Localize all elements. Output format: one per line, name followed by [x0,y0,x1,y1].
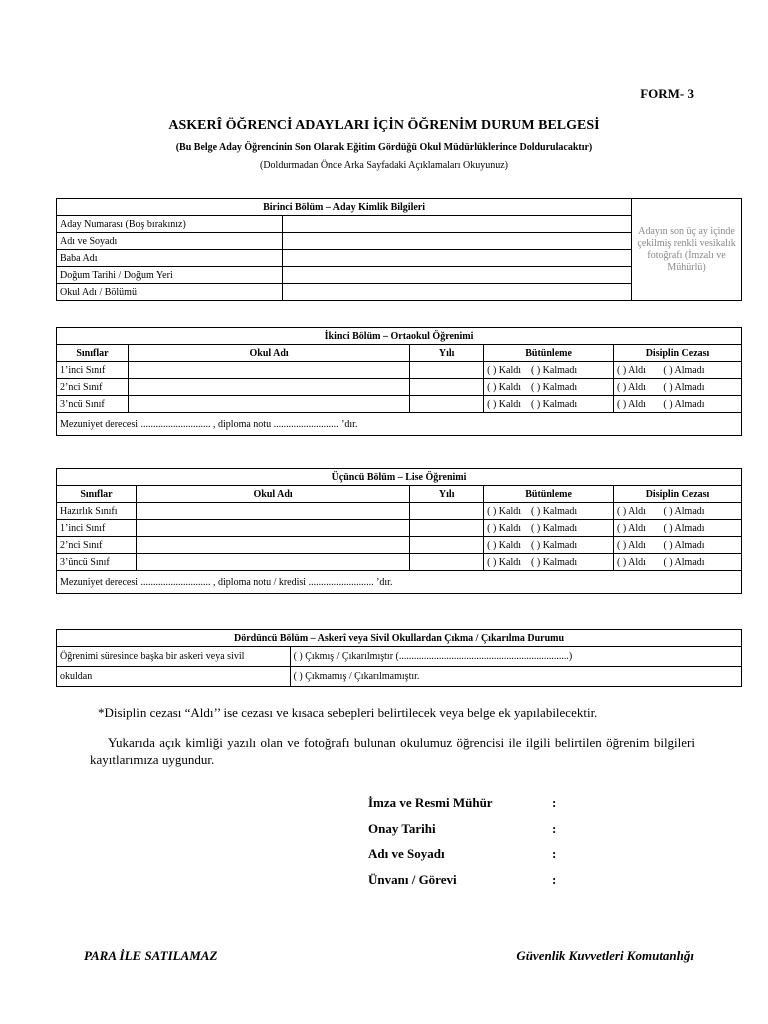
butunleme-options[interactable]: ( ) Kaldı ( ) Kalmadı [484,554,614,571]
discipline-note: *Disiplin cezası “Aldı’’ ise cezası ve kısaca sebepleri belirtilecek veya belge ek yapılabilecektir. [98,705,598,720]
field-baba-adi[interactable] [282,250,631,267]
disiplin-options[interactable]: ( ) Aldı ( ) Almadı [614,396,742,413]
table-row [57,520,742,537]
header-butunleme: Bütünleme [484,345,614,362]
yili-field[interactable] [410,503,484,520]
row-label: 1’inci Sınıf [57,520,137,537]
section3-table [56,468,742,594]
okul-adi-field[interactable] [136,503,409,520]
okul-adi-field[interactable] [128,379,409,396]
disiplin-options[interactable]: ( ) Aldı ( ) Almadı [614,379,742,396]
table-row [57,396,742,413]
label-baba-adi: Baba Adı [57,250,283,267]
yili-field[interactable] [410,520,484,537]
signature-colon[interactable]: : [552,795,557,810]
disiplin-options[interactable]: ( ) Aldı ( ) Almadı [614,537,742,554]
table-row [57,379,742,396]
okul-adi-field[interactable] [128,396,409,413]
yili-field[interactable] [410,362,484,379]
yili-field[interactable] [410,537,484,554]
butunleme-options[interactable]: ( ) Kaldı ( ) Kalmadı [484,362,614,379]
label-adi-soyadi: Adı ve Soyadı [57,233,283,250]
footer-not-for-sale: PARA İLE SATILAMAZ [84,948,218,963]
header-yili: Yılı [410,345,484,362]
butunleme-options[interactable]: ( ) Kaldı ( ) Kalmadı [484,520,614,537]
section1-table [56,198,742,301]
row-label: 2’nci Sınıf [57,379,129,396]
label-dogum: Doğum Tarihi / Doğum Yeri [57,267,283,284]
row-label: Hazırlık Sınıfı [57,503,137,520]
disiplin-options[interactable]: ( ) Aldı ( ) Almadı [614,362,742,379]
okul-adi-field[interactable] [136,537,409,554]
title-label: Ünvanı / Görevi [368,872,457,887]
disiplin-options[interactable]: ( ) Aldı ( ) Almadı [614,503,742,520]
table-row [57,537,742,554]
label-okul-bolum: Okul Adı / Bölümü [57,284,283,301]
header-okul-adi: Okul Adı [136,486,409,503]
option-cikmis[interactable]: ( ) Çıkmış / Çıkarılmıştır (....................................................................) [290,647,741,667]
row-label: 3’ncü Sınıf [57,396,129,413]
field-aday-numarasi[interactable] [282,216,631,233]
approval-date-label: Onay Tarihi [368,821,436,836]
header-okul-adi: Okul Adı [128,345,409,362]
label-aday-numarasi: Aday Numarası (Boş bırakınız) [57,216,283,233]
header-butunleme: Bütünleme [484,486,614,503]
section2-table [56,327,742,436]
okul-adi-field[interactable] [128,362,409,379]
butunleme-options[interactable]: ( ) Kaldı ( ) Kalmadı [484,503,614,520]
document-subtitle: (Bu Belge Aday Öğrencinin Son Olarak Eğitim Gördüğü Okul Müdürlüklerince Doldurulacaktır) [175,142,593,153]
row-label: 3’üncü Sınıf [57,554,137,571]
form-number: FORM- 3 [640,86,694,101]
disiplin-options[interactable]: ( ) Aldı ( ) Almadı [614,554,742,571]
disiplin-options[interactable]: ( ) Aldı ( ) Almadı [614,520,742,537]
section4-title: Dördüncü Bölüm – Askerî veya Sivil Okullardan Çıkma / Çıkarılma Durumu [57,630,742,647]
butunleme-options[interactable]: ( ) Kaldı ( ) Kalmadı [484,537,614,554]
table-row [57,554,742,571]
signature-label: İmza ve Resmi Mühür [368,795,493,810]
section3-title: Üçüncü Bölüm – Lise Öğrenimi [57,469,742,486]
yili-field[interactable] [410,379,484,396]
title-colon[interactable]: : [552,872,557,887]
header-yili: Yılı [410,486,484,503]
graduation-line[interactable]: Mezuniyet derecesi ............................ , diploma notu / kredisi .......................... ’dır. [57,571,742,594]
graduation-line[interactable]: Mezuniyet derecesi ............................ , diploma notu .......................... ’dır. [57,413,742,436]
table-row [57,362,742,379]
footer-issuer: Güvenlik Kuvvetleri Komutanlığı [516,948,694,963]
header-disiplin: Disiplin Cezası [614,345,742,362]
okul-adi-field[interactable] [136,554,409,571]
field-adi-soyadi[interactable] [282,233,631,250]
section4-question-cont: okuldan [57,667,291,687]
name-colon[interactable]: : [552,846,557,861]
section4-question: Öğrenimi süresince başka bir askeri veya sivil [57,647,291,667]
section4-table [56,629,742,687]
row-label: 2’nci Sınıf [57,537,137,554]
butunleme-options[interactable]: ( ) Kaldı ( ) Kalmadı [484,396,614,413]
photo-instruction: Adayın son üç ay içinde çekilmiş renkli vesikalık fotoğrafı (İmzalı ve Mühürlü) [637,225,736,273]
photo-box[interactable] [632,199,742,301]
okul-adi-field[interactable] [136,520,409,537]
confirmation-paragraph: Yukarıda açık kimliği yazılı olan ve fotoğrafı bulunan okulumuz öğrencisi ile ilgili belirtilen öğrenim bilgileri kayıtlarımıza uygundur. [90,735,695,767]
header-siniflar: Sınıflar [57,345,129,362]
yili-field[interactable] [410,554,484,571]
section1-title: Birinci Bölüm – Aday Kimlik Bilgileri [57,199,632,216]
section2-title: İkinci Bölüm – Ortaokul Öğrenimi [57,328,742,345]
document-title: ASKERÎ ÖĞRENCİ ADAYLARI İÇİN ÖĞRENİM DURUM BELGESİ [168,118,600,133]
approval-date-colon[interactable]: : [552,821,557,836]
table-row [57,503,742,520]
yili-field[interactable] [410,396,484,413]
row-label: 1’inci Sınıf [57,362,129,379]
field-okul-bolum[interactable] [282,284,631,301]
butunleme-options[interactable]: ( ) Kaldı ( ) Kalmadı [484,379,614,396]
name-label: Adı ve Soyadı [368,846,445,861]
header-disiplin: Disiplin Cezası [614,486,742,503]
header-siniflar: Sınıflar [57,486,137,503]
option-cikmamis[interactable]: ( ) Çıkmamış / Çıkarılmamıştır. [290,667,741,687]
field-dogum[interactable] [282,267,631,284]
document-instruction: (Doldurmadan Önce Arka Sayfadaki Açıklamaları Okuyunuz) [260,160,508,171]
